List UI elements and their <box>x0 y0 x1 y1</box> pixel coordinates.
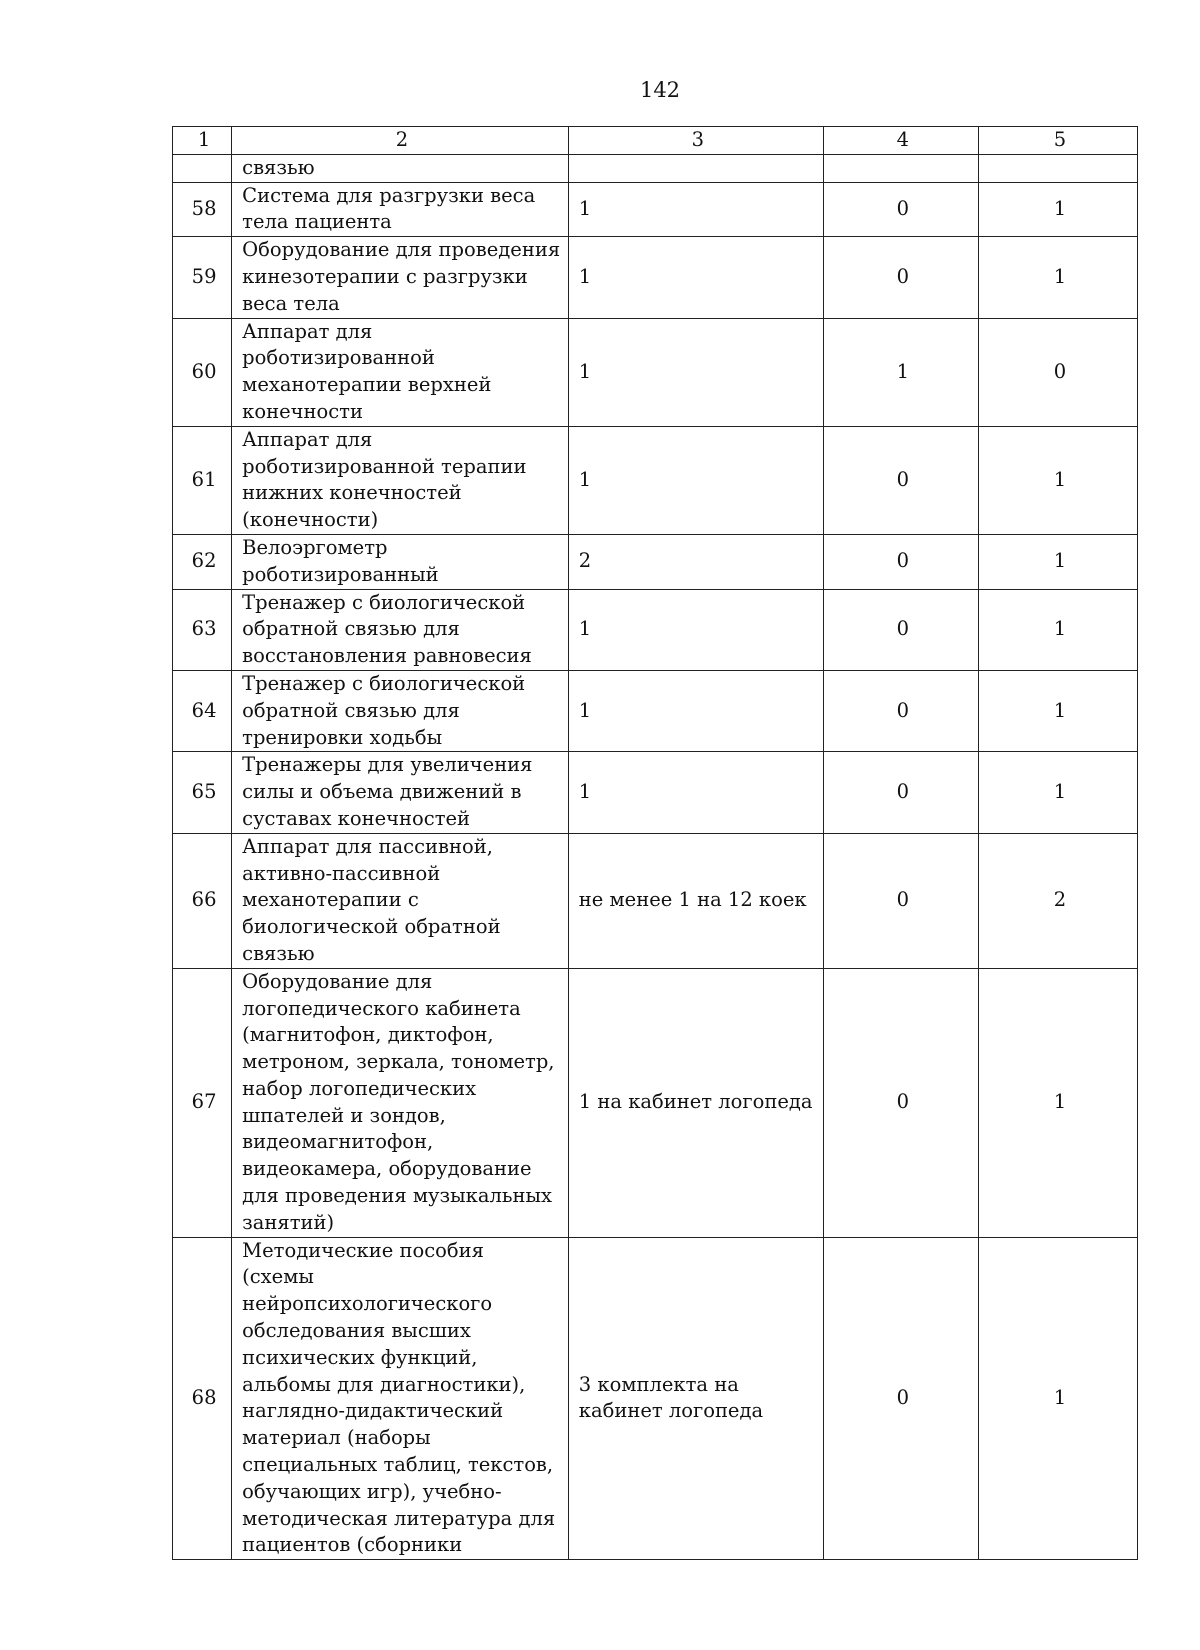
table-row <box>173 534 1138 589</box>
row-number <box>173 154 232 182</box>
table-row <box>173 589 1138 670</box>
row-quantity: 1 <box>568 182 823 237</box>
row-equipment-name: Аппарат для роботизированной терапии нижних конечностей (конечности) <box>232 426 569 534</box>
table-row <box>173 237 1138 318</box>
row-quantity: 1 на кабинет логопеда <box>568 968 823 1237</box>
row-equipment-name: связью <box>232 154 569 182</box>
table-row <box>173 968 1138 1237</box>
row-col5: 1 <box>978 752 1137 833</box>
row-col5: 1 <box>978 182 1137 237</box>
header-col-5: 5 <box>978 127 1137 155</box>
row-col5: 1 <box>978 670 1137 751</box>
row-col4: 0 <box>823 670 978 751</box>
row-number: 65 <box>173 752 232 833</box>
table-row <box>173 833 1138 968</box>
row-number: 64 <box>173 670 232 751</box>
row-equipment-name: Методические пособия (схемы нейропсихологического обследования высших психических функций, альбомы для диагностики), наглядно-дидактический материал (наборы специальных таблиц, текстов, обучающих игр), учебно-методическая литература для пациентов (сборники <box>232 1237 569 1560</box>
header-col-2: 2 <box>232 127 569 155</box>
table-row <box>173 426 1138 534</box>
row-col4: 1 <box>823 318 978 426</box>
row-col4: 0 <box>823 589 978 670</box>
row-col5 <box>978 154 1137 182</box>
row-equipment-name: Тренажер с биологической обратной связью для тренировки ходьбы <box>232 670 569 751</box>
row-quantity: 1 <box>568 237 823 318</box>
row-col4: 0 <box>823 752 978 833</box>
row-quantity: 1 <box>568 589 823 670</box>
row-quantity: не менее 1 на 12 коек <box>568 833 823 968</box>
table-body <box>173 154 1138 1559</box>
row-quantity: 1 <box>568 752 823 833</box>
header-col-4: 4 <box>823 127 978 155</box>
row-col5: 1 <box>978 968 1137 1237</box>
row-col5: 2 <box>978 833 1137 968</box>
header-col-1: 1 <box>173 127 232 155</box>
row-col4: 0 <box>823 237 978 318</box>
row-equipment-name: Аппарат для пассивной, активно-пассивной механотерапии с биологической обратной связью <box>232 833 569 968</box>
row-quantity: 1 <box>568 670 823 751</box>
row-col5: 1 <box>978 589 1137 670</box>
table-header-row <box>173 127 1138 155</box>
row-equipment-name: Тренажер с биологической обратной связью для восстановления равновесия <box>232 589 569 670</box>
table-row <box>173 670 1138 751</box>
row-number: 59 <box>173 237 232 318</box>
row-quantity <box>568 154 823 182</box>
row-col4: 0 <box>823 833 978 968</box>
header-col-3: 3 <box>568 127 823 155</box>
row-col4: 0 <box>823 534 978 589</box>
row-number: 67 <box>173 968 232 1237</box>
row-equipment-name: Аппарат для роботизированной механотерапии верхней конечности <box>232 318 569 426</box>
row-quantity: 1 <box>568 318 823 426</box>
row-number: 66 <box>173 833 232 968</box>
row-number: 58 <box>173 182 232 237</box>
row-col4: 0 <box>823 968 978 1237</box>
row-number: 68 <box>173 1237 232 1560</box>
row-col4: 0 <box>823 426 978 534</box>
row-col4: 0 <box>823 182 978 237</box>
table-row <box>173 318 1138 426</box>
row-number: 60 <box>173 318 232 426</box>
row-equipment-name: Система для разгрузки веса тела пациента <box>232 182 569 237</box>
table-row <box>173 154 1138 182</box>
row-quantity: 1 <box>568 426 823 534</box>
row-quantity: 3 комплекта на кабинет логопеда <box>568 1237 823 1560</box>
row-equipment-name: Оборудование для проведения кинезотерапии с разгрузки веса тела <box>232 237 569 318</box>
row-col5: 1 <box>978 426 1137 534</box>
row-col5: 1 <box>978 237 1137 318</box>
table-row <box>173 1237 1138 1560</box>
table-row <box>173 182 1138 237</box>
row-equipment-name: Оборудование для логопедического кабинета (магнитофон, диктофон, метроном, зеркала, тонометр, набор логопедических шпателей и зондов, видеомагнитофон, видеокамера, оборудование для проведения музыкальных занятий) <box>232 968 569 1237</box>
row-number: 61 <box>173 426 232 534</box>
row-equipment-name: Велоэргометр роботизированный <box>232 534 569 589</box>
row-quantity: 2 <box>568 534 823 589</box>
row-col4: 0 <box>823 1237 978 1560</box>
row-number: 62 <box>173 534 232 589</box>
row-col5: 0 <box>978 318 1137 426</box>
row-equipment-name: Тренажеры для увеличения силы и объема движений в суставах конечностей <box>232 752 569 833</box>
row-col4 <box>823 154 978 182</box>
row-col5: 1 <box>978 534 1137 589</box>
page-number: 142 <box>639 78 681 102</box>
equipment-table <box>172 126 1138 1560</box>
table-row <box>173 752 1138 833</box>
row-number: 63 <box>173 589 232 670</box>
row-col5: 1 <box>978 1237 1137 1560</box>
